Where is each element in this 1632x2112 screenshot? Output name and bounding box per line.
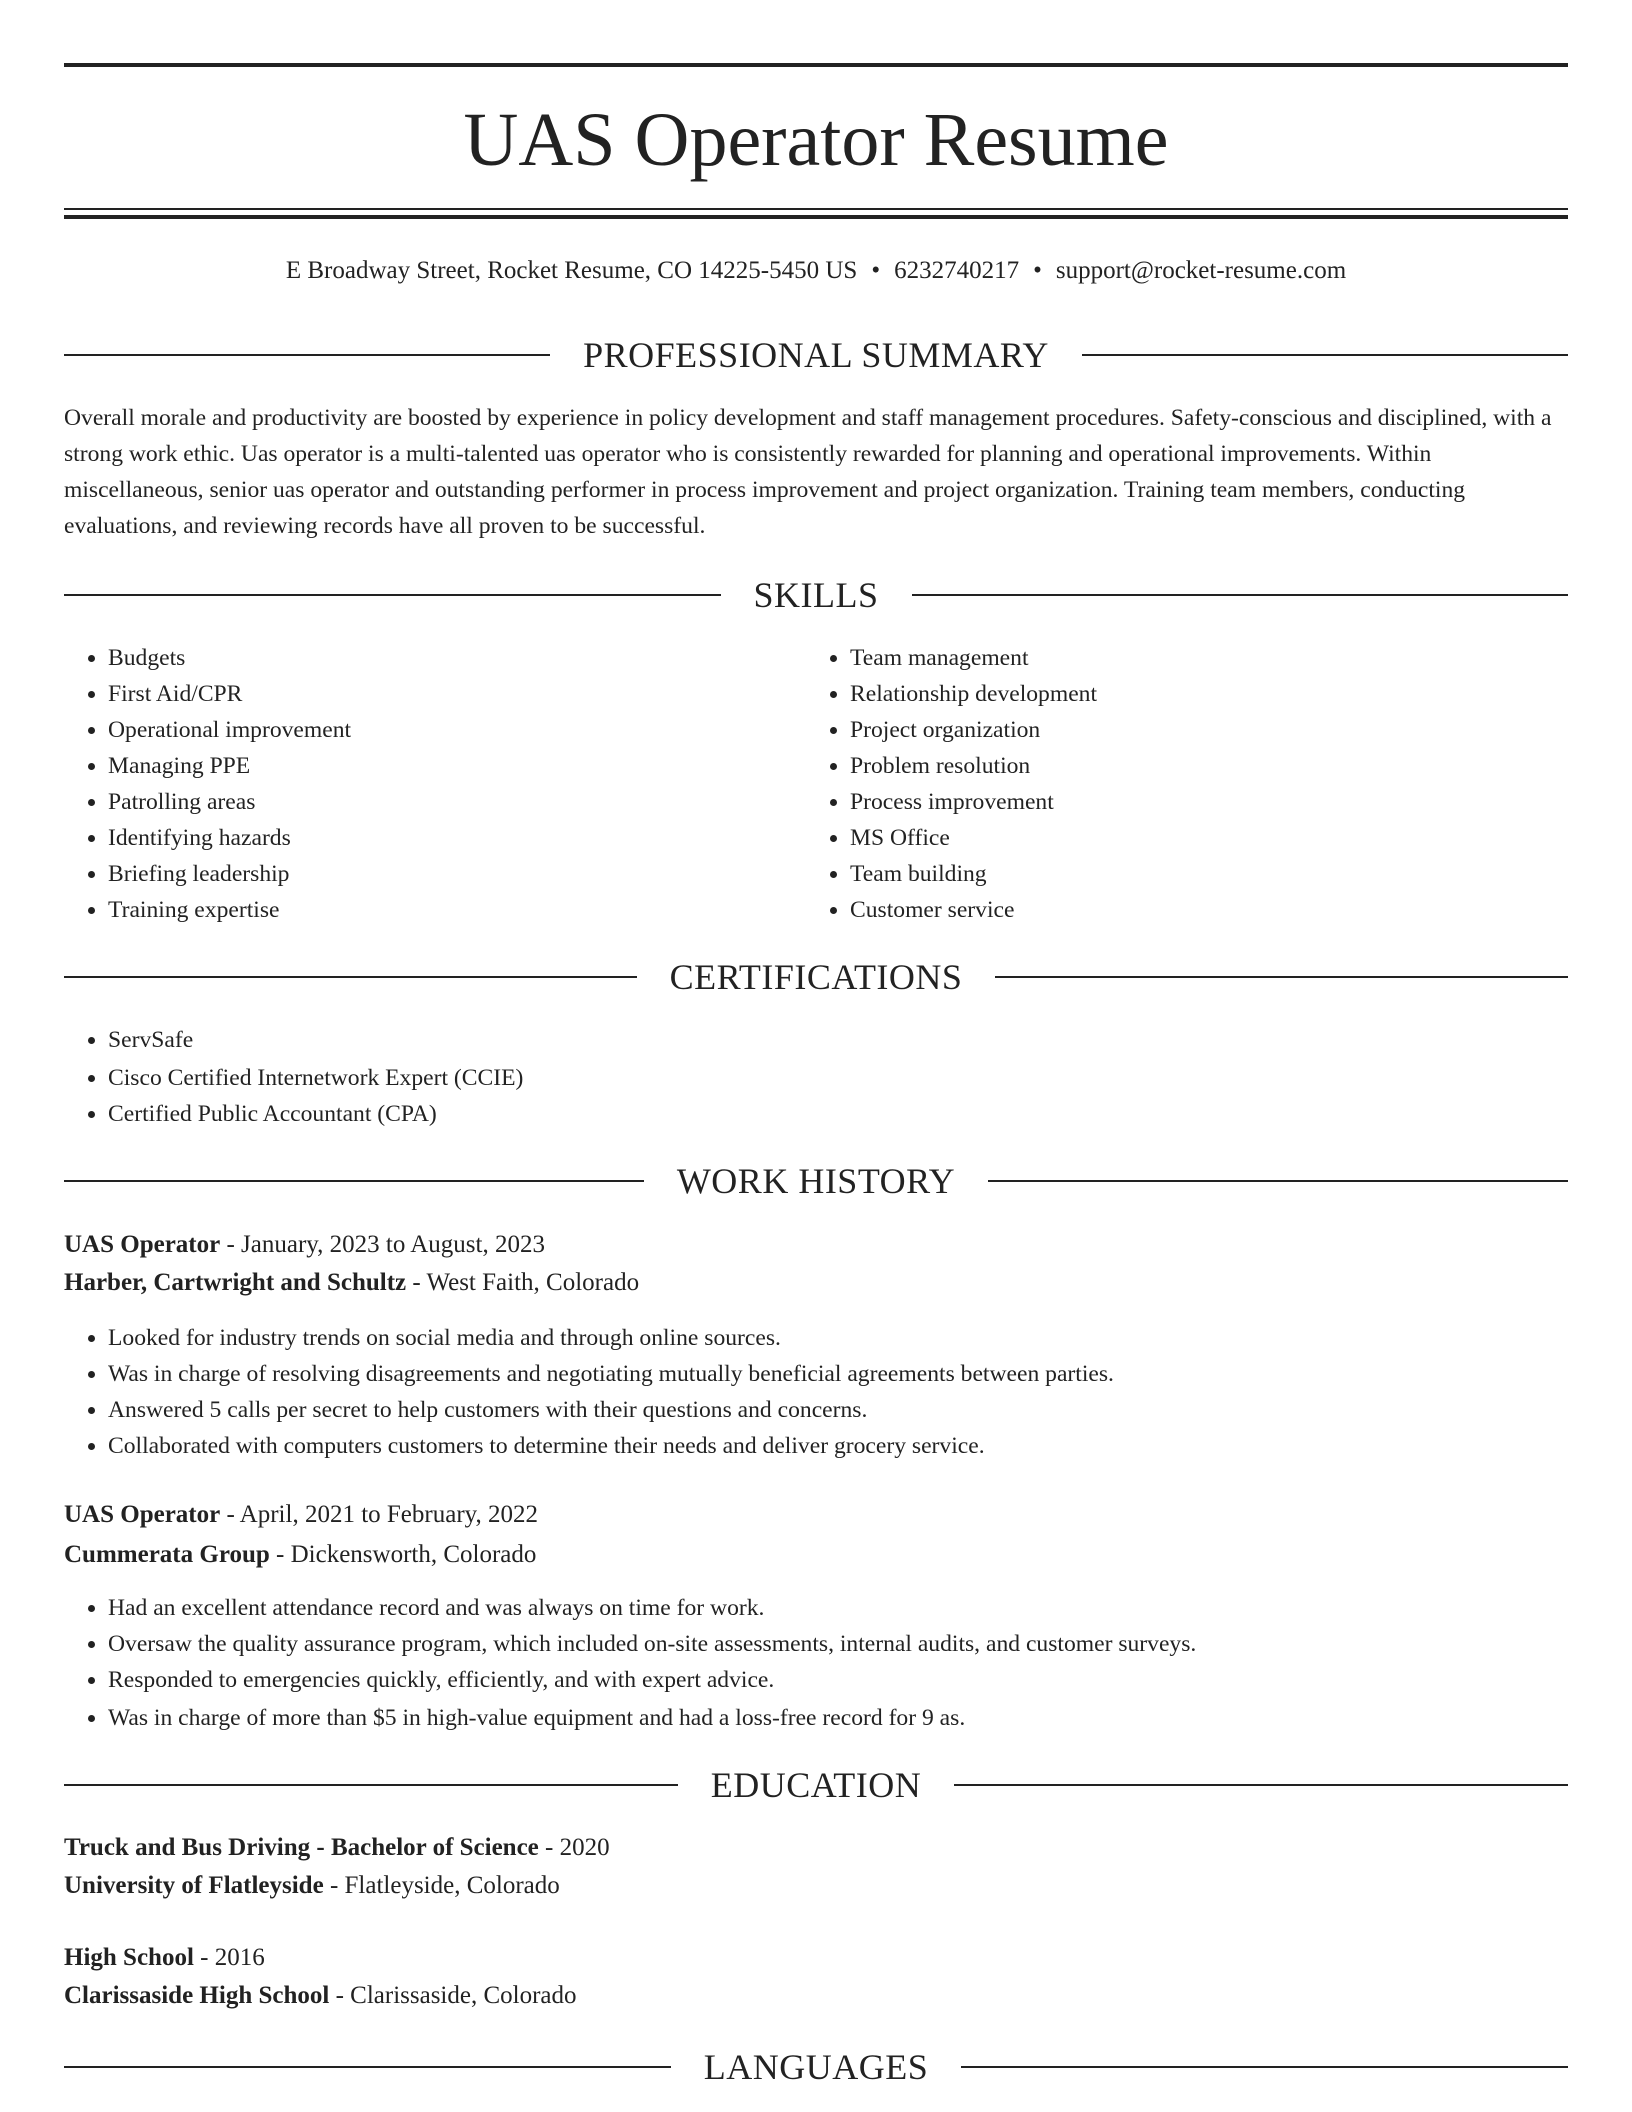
contact-address: E Broadway Street, Rocket Resume, CO 14225-5450 US: [285, 257, 858, 284]
list-item: • Cisco Certified Internetwork Expert (CCIE): [108, 1060, 1508, 1096]
section-heading-certifications: [64, 955, 1568, 999]
list-item: • Identifying hazards: [108, 820, 808, 856]
education-school-line: [64, 1868, 1568, 1904]
heading-rule-left: [64, 1784, 678, 1786]
job-title: UAS Operator: [64, 1501, 221, 1528]
section-heading-skills: [64, 573, 1568, 617]
section-title: WORK HISTORY: [676, 1161, 956, 1201]
list-item: • Looked for industry trends on social media and through online sources.: [108, 1320, 1568, 1356]
certifications-list: [64, 1022, 1508, 1132]
list-item: • Relationship development: [850, 676, 1550, 712]
section-heading-summary: [64, 333, 1568, 377]
heading-rule-left: [64, 594, 721, 596]
job-company: Harber, Cartwright and Schultz: [64, 1269, 407, 1296]
skills-list-right: [806, 640, 1550, 928]
contact-email: support@rocket-resume.com: [1055, 257, 1347, 284]
section-title: SKILLS: [753, 575, 879, 615]
list-item: • Briefing leadership: [108, 856, 808, 892]
list-item: • Process improvement: [850, 784, 1550, 820]
section-heading-languages: [64, 2045, 1568, 2089]
heading-rule-right: [995, 976, 1568, 978]
list-item: • Training expertise: [108, 892, 808, 928]
contact-phone: 6232740217: [894, 257, 1020, 284]
heading-rule-left: [64, 354, 550, 356]
heading-rule-right: [912, 594, 1569, 596]
list-item: • ServSafe: [108, 1022, 1508, 1058]
top-rule: [64, 63, 1568, 67]
job-company-line: [64, 1265, 1568, 1301]
education-degree: Truck and Bus Driving - Bachelor of Science: [64, 1834, 539, 1861]
list-item: • Managing PPE: [108, 748, 808, 784]
summary-text: Overall morale and productivity are boosted by experience in policy development and staff management procedures. Safety-conscious and disciplined, with a strong work ethic. Uas operator is a multi-talented uas operator who is consistently rewarded for planning and operational improvements. Within miscellaneous, senior uas operator and outstanding performer in process improvement and project organization. Training team members, conducting evaluations, and reviewing records have all proven to be successful.: [64, 405, 1552, 539]
list-item: • Customer service: [850, 892, 1550, 928]
section-title: CERTIFICATIONS: [669, 957, 963, 997]
section-heading-work-history: [64, 1159, 1568, 1203]
title-rule-thick: [64, 215, 1568, 219]
heading-rule-left: [64, 976, 637, 978]
list-item: • First Aid/CPR: [108, 676, 808, 712]
job-title-line: [64, 1497, 1568, 1533]
heading-rule-left: [64, 2066, 671, 2068]
contact-separator: •: [871, 257, 881, 284]
education-year: - 2016: [193, 1944, 265, 1971]
list-item: • Responded to emergencies quickly, efficiently, and with expert advice.: [108, 1662, 1568, 1698]
education-school-line: [64, 1978, 1568, 2014]
list-item: • Team management: [850, 640, 1550, 676]
skills-list-left: [64, 640, 808, 928]
list-item: • Was in charge of more than $5 in high-value equipment and had a loss-free record for 9 as.: [108, 1700, 1568, 1736]
list-item: • MS Office: [850, 820, 1550, 856]
heading-rule-right: [961, 2066, 1568, 2068]
list-item: • Operational improvement: [108, 712, 808, 748]
list-item: • Oversaw the quality assurance program, which included on-site assessments, internal audits, and customer surveys.: [108, 1626, 1568, 1662]
list-item: • Problem resolution: [850, 748, 1550, 784]
list-item: • Had an excellent attendance record and was always on time for work.: [108, 1590, 1568, 1626]
education-location: - Clarissaside, Colorado: [329, 1982, 577, 2009]
resume-title: UAS Operator Resume: [463, 98, 1169, 182]
heading-rule-right: [954, 1784, 1568, 1786]
list-item: • Answered 5 calls per secret to help customers with their questions and concerns.: [108, 1392, 1568, 1428]
section-title: LANGUAGES: [703, 2047, 929, 2087]
job-company: Cummerata Group: [64, 1541, 270, 1568]
list-item: • Project organization: [850, 712, 1550, 748]
heading-rule-left: [64, 1180, 644, 1182]
education-school: Clarissaside High School: [64, 1982, 330, 2009]
job-title-line: [64, 1227, 1568, 1263]
title-rule-thin: [64, 208, 1568, 210]
education-location: - Flatleyside, Colorado: [323, 1872, 560, 1899]
list-item: • Patrolling areas: [108, 784, 808, 820]
contact-line: [64, 254, 1568, 288]
job-dates: - April, 2021 to February, 2022: [220, 1501, 539, 1528]
job-bullets: [64, 1320, 1568, 1464]
education-year: - 2020: [538, 1834, 610, 1861]
list-item: • Was in charge of resolving disagreements and negotiating mutually beneficial agreements between parties.: [108, 1356, 1568, 1392]
education-degree-line: [64, 1940, 1568, 1976]
education-degree: High School: [64, 1944, 194, 1971]
job-dates: - January, 2023 to August, 2023: [220, 1231, 545, 1258]
list-item: • Budgets: [108, 640, 808, 676]
job-bullets: [64, 1590, 1568, 1736]
education-degree-line: [64, 1830, 1568, 1866]
section-title: EDUCATION: [710, 1765, 922, 1805]
list-item: • Certified Public Accountant (CPA): [108, 1096, 1508, 1132]
list-item: • Collaborated with computers customers to determine their needs and deliver grocery service.: [108, 1428, 1568, 1464]
section-title: PROFESSIONAL SUMMARY: [583, 335, 1049, 375]
heading-rule-right: [1082, 354, 1568, 356]
job-location: - West Faith, Colorado: [406, 1269, 640, 1296]
contact-separator: •: [1033, 257, 1042, 284]
heading-rule-right: [988, 1180, 1568, 1182]
section-heading-education: [64, 1763, 1568, 1807]
job-company-line: [64, 1537, 1568, 1573]
job-title: UAS Operator: [64, 1231, 221, 1258]
job-location: - Dickensworth, Colorado: [269, 1541, 537, 1568]
list-item: • Team building: [850, 856, 1550, 892]
education-school: University of Flatleyside: [64, 1872, 324, 1899]
